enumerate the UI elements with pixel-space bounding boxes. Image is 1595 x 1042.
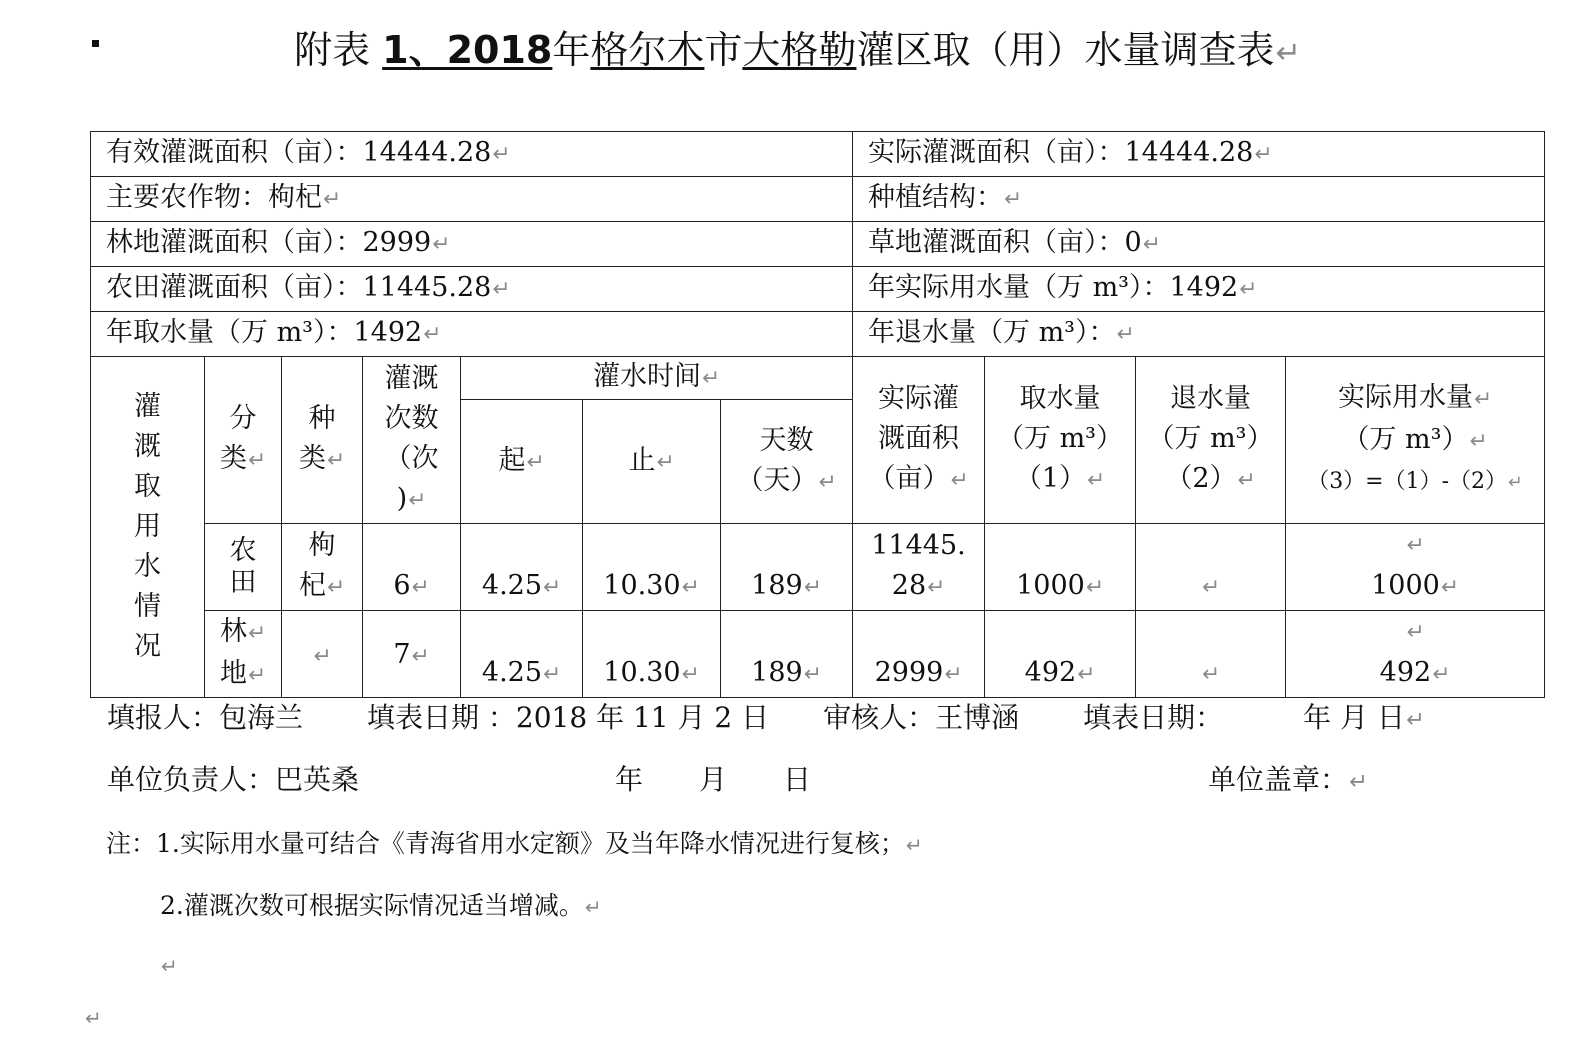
annual-return-cell: 年退水量（万 m³）：↵ xyxy=(853,312,1545,357)
row-return: ↵ xyxy=(1136,524,1286,611)
row-count: 6↵ xyxy=(363,524,461,611)
row-count: 7↵ xyxy=(363,611,461,698)
fill-date-2-value: 年 月 日 xyxy=(1303,701,1405,734)
row-return: ↵ xyxy=(1136,611,1286,698)
actual-area-cell: 实际灌溉面积（亩）：14444.28↵ xyxy=(853,132,1545,177)
row-end: 10.30↵ xyxy=(583,524,721,611)
page-title: 附表 1、2018年格尔木市大格勒灌区取（用）水量调查表↵ xyxy=(294,28,1301,72)
footer-line-2 xyxy=(107,758,359,798)
row-intake: 492↵ xyxy=(985,611,1136,698)
header-use: 实际用水量↵ （万 m³）↵ （3）=（1）-（2）↵ xyxy=(1286,357,1545,524)
grass-area-cell: 草地灌溉面积（亩）：0↵ xyxy=(853,222,1545,267)
reporter: 填报人：包海兰 xyxy=(107,701,304,734)
paragraph-mark: ↵ xyxy=(85,1006,102,1030)
footer-line-1: 填报人：包海兰 填表日期 ：2018 年 11 月 2 日 审核人：王博涵 填表日期： 年 月 日↵ xyxy=(107,701,1425,734)
row-area: 2999↵ xyxy=(853,611,985,698)
row-start: 4.25↵ xyxy=(461,611,583,698)
main-crop-cell: 主要农作物：枸杞↵ xyxy=(91,177,853,222)
row-days: 189↵ xyxy=(721,611,853,698)
effective-area-cell: 有效灌溉面积（亩）：14444.28↵ xyxy=(91,132,853,177)
forest-area-cell: 林地灌溉面积（亩）：2999↵ xyxy=(91,222,853,267)
fill-date-2-label: 填表日期： xyxy=(1083,701,1224,734)
header-days: 天数 （天）↵ xyxy=(721,400,853,524)
header-return: 退水量 （万 m³） （2）↵ xyxy=(1136,357,1286,524)
unit-head: 单位负责人：巴英桑 xyxy=(107,763,360,796)
planting-structure-cell: 种植结构：↵ xyxy=(853,177,1545,222)
section-label: 灌 溉 取 用 水 情 况 xyxy=(91,357,205,698)
row-end: 10.30↵ xyxy=(583,611,721,698)
table-row xyxy=(91,524,1545,611)
row-use: ↵ 1000↵ xyxy=(1286,524,1545,611)
row-use: ↵ 492↵ xyxy=(1286,611,1545,698)
row-days: 189↵ xyxy=(721,524,853,611)
row-area: 11445. 28↵ xyxy=(853,524,985,611)
row-crop: ↵ xyxy=(282,611,363,698)
row-crop: 枸 杞↵ xyxy=(282,524,363,611)
farmland-area-cell: 农田灌溉面积（亩）：11445.28↵ xyxy=(91,267,853,312)
header-intake: 取水量 （万 m³） （1）↵ xyxy=(985,357,1136,524)
head-date: 年 月 日 xyxy=(615,763,812,796)
header-area: 实际灌 溉面积 （亩）↵ xyxy=(853,357,985,524)
header-crop: 种 类↵ xyxy=(282,357,363,524)
annual-actual-use-cell: 年实际用水量（万 m³）：1492↵ xyxy=(853,267,1545,312)
row-category: 林↵ 地↵ xyxy=(205,611,282,698)
fill-date: 填表日期 ：2018 年 11 月 2 日 xyxy=(367,701,770,734)
paragraph-mark: ↵ xyxy=(161,954,178,978)
row-intake: 1000↵ xyxy=(985,524,1136,611)
reviewer: 审核人：王博涵 xyxy=(823,701,1020,734)
note-2: 2.灌溉次数可根据实际情况适当增减。↵ xyxy=(160,891,602,920)
row-category: 农 田 xyxy=(205,524,282,611)
survey-table xyxy=(90,131,1545,698)
unit-seal: 单位盖章：↵ xyxy=(1208,763,1368,796)
annual-intake-cell: 年取水量（万 m³）：1492↵ xyxy=(91,312,853,357)
header-irrigation-time: 灌水时间↵ xyxy=(461,357,853,400)
note-1: 注：1.实际用水量可结合《青海省用水定额》及当年降水情况进行复核；↵ xyxy=(106,829,923,858)
row-start: 4.25↵ xyxy=(461,524,583,611)
header-end: 止↵ xyxy=(583,400,721,524)
header-count: 灌溉 次数 （次 )↵ xyxy=(363,357,461,524)
header-category: 分 类↵ xyxy=(205,357,282,524)
table-row xyxy=(91,611,1545,698)
header-start: 起↵ xyxy=(461,400,583,524)
